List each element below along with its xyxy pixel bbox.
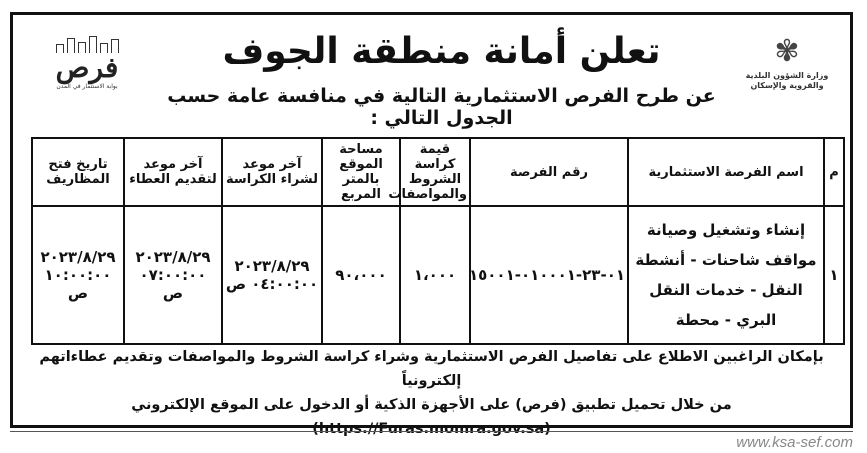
announcement-frame xyxy=(10,12,853,437)
header-opportunity-name: اسم الفرصة الاستثمارية xyxy=(628,138,824,206)
header-opportunity-number: رقم الفرصة xyxy=(470,138,628,206)
header-booklet-price: قيمة كراسة الشروط والمواصفات xyxy=(400,138,470,206)
header-purchase-deadline: آخر موعد لشراء الكراسة xyxy=(222,138,322,206)
cell-no: ١ xyxy=(824,206,844,344)
ministry-logo xyxy=(742,33,832,117)
header-no: م xyxy=(824,138,844,206)
opportunities-table xyxy=(31,137,845,345)
furas-caption: بوابة الاستثمار في المدن xyxy=(56,83,118,90)
furas-brand-text: فرص xyxy=(55,51,119,84)
header-bid-deadline: آخر موعد لتقديم العطاء xyxy=(124,138,222,206)
footer-line-2: من خلال تحميل تطبيق (فرص) على الأجهزة الذكية أو الدخول على الموقع الإلكتروني (https://Furas.momra.gov.sa) xyxy=(131,397,732,437)
palm-swords-emblem-icon: ✾ xyxy=(774,34,800,69)
announcement-footer xyxy=(33,345,830,441)
cell-booklet-price: ١،٠٠٠ xyxy=(400,206,470,344)
divider xyxy=(10,431,853,432)
page-title: تعلن أمانة منطقة الجوف xyxy=(222,31,661,72)
page-subtitle: عن طرح الفرص الاستثمارية التالية في منافسة عامة حسب الجدول التالي : xyxy=(167,85,716,129)
announcement-header xyxy=(13,15,850,129)
watermark-url: www.ksa-sef.com xyxy=(736,434,853,451)
cell-opportunity-number: ٠١-٢٣-٠١٠٠٠١-١٥٠٠١ xyxy=(470,206,628,344)
header-site-area: مساحة الموقع بالمتر المربع xyxy=(322,138,400,206)
cell-opening-date: ٢٠٢٣/٨/٢٩ ١٠:٠٠:٠٠ ص xyxy=(32,206,124,344)
footer-line-1: بإمكان الراغبين الاطلاع على تفاصيل الفرص الاستثمارية وشراء كراسة الشروط والمواصفات وتقديم عطاءاتهم إلكترونياً xyxy=(39,349,824,389)
ministry-line2: والقروية والإسكان xyxy=(750,81,824,90)
furas-logo xyxy=(31,35,143,115)
watermark-bar xyxy=(0,431,867,453)
table-row xyxy=(32,206,844,344)
cell-site-area: ٩٠،٠٠٠ xyxy=(322,206,400,344)
ministry-line1: وزارة الشؤون البلدية xyxy=(745,71,829,80)
cell-bid-deadline: ٢٠٢٣/٨/٢٩ ٠٧:٠٠:٠٠ ص xyxy=(124,206,222,344)
header-opening-date: تاريخ فتح المظاريف xyxy=(32,138,124,206)
cell-purchase-deadline: ٢٠٢٣/٨/٢٩ ٠٤:٠٠:٠٠ ص xyxy=(222,206,322,344)
table-header-row xyxy=(32,138,844,206)
cell-opportunity-name: إنشاء وتشغيل وصيانة مواقف شاحنات - أنشطة النقل - خدمات النقل البري - محطة xyxy=(628,206,824,344)
